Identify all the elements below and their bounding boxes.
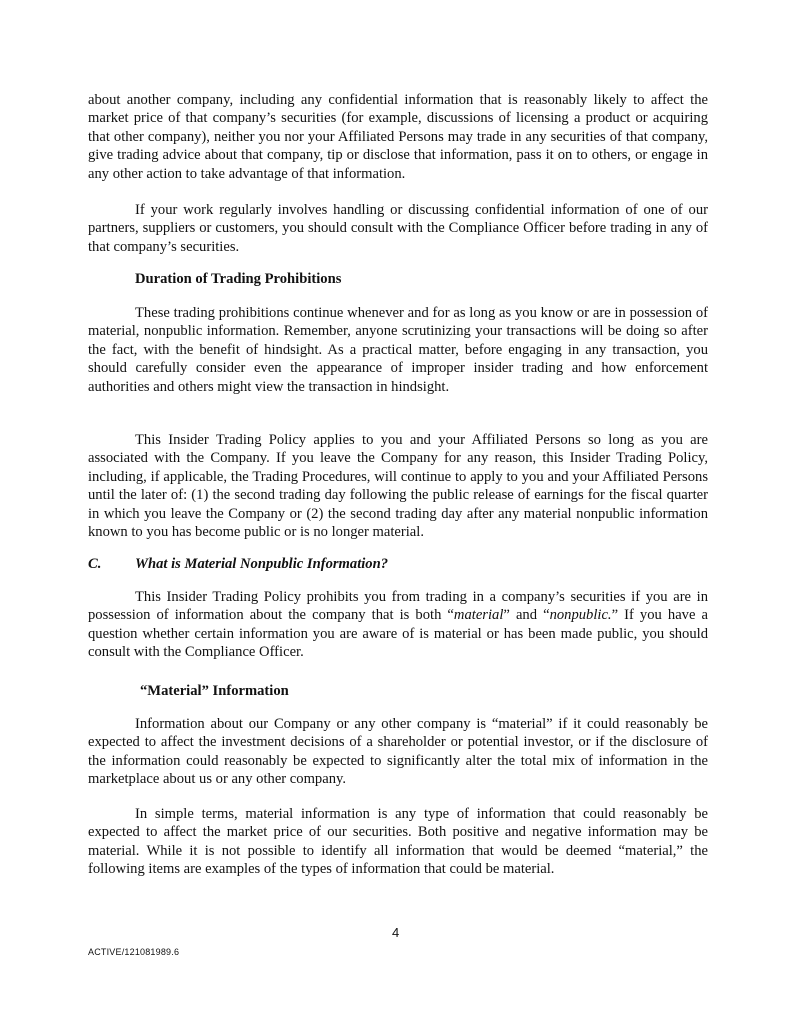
paragraph-trading-prohibitions: These trading prohibitions continue whenever and for as long as you know or are in possession of material, nonpublic information. Remember, anyone scrutinizing your transactions will be doing so after the fact, with the benefit of hindsight. As a practical matter, before engaging in any transaction, you should carefully consider even the appearance of improper insider trading and how enforcement authorities and others might view the transaction in hindsight. [88,305,708,395]
paragraph-material-definition: Information about our Company or any other company is “material” if it could reasonably be expected to affect the investment decisions of a shareholder or potential investor, or if the disclosure of the information could reasonably be expected to significantly alter the total mix of information in the marketplace about us or any other company. [88,716,708,788]
section-letter: C. [88,556,102,572]
term-nonpublic: nonpublic. [549,607,612,624]
paragraph-text-mid: ” and “ [503,607,550,624]
document-id: ACTIVE/121081989.6 [88,947,180,957]
heading-duration-of-trading-prohibitions: Duration of Trading Prohibitions [135,271,342,287]
page-number: 4 [392,925,400,940]
paragraph-confidential-partners: If your work regularly involves handling or discussing confidential information of one of our partners, suppliers or customers, you should consult with the Compliance Officer before trading in any of that company’s securities. [88,202,708,255]
term-material: material [453,607,504,624]
paragraph-policy-prohibits [88,588,708,662]
paragraph-text-before: This Insider Trading Policy prohibits you from trading in a company’s securities if you are in possession of information about the company that is both “ [88,589,708,624]
paragraph-policy-applies: This Insider Trading Policy applies to you and your Affiliated Persons so long as you are associated with the Company. If you leave the Company for any reason, this Insider Trading Policy, including, if applicable, the Trading Procedures, will continue to apply to you and your Affiliated Persons until the later of: (1) the second trading day following the public release of earnings for the fiscal quarter in which you leave the Company or (2) the second trading day after any material nonpublic information known to you has become public or is no longer material. [88,432,708,541]
section-heading-c [88,555,388,573]
paragraph-continued: about another company, including any confidential information that is reasonably likely to affect the market price of that company’s securities (for example, discussions of licensing a product or acquiring that other company), neither you nor your Affiliated Persons may trade in any securities of that company, give trading advice about that company, tip or disclose that information, pass it on to others, or engage in any other action to take advantage of that information. [88,92,708,182]
heading-material-information: “Material” Information [140,683,289,699]
section-title: What is Material Nonpublic Information? [135,556,389,572]
paragraph-simple-terms: In simple terms, material information is any type of information that could reasonably be expected to affect the market price of our securities. Both positive and negative information may be material. While it is not possible to identify all information that would be deemed “material,” the following items are examples of the types of information that could be material. [88,806,708,878]
paragraph-text-after: ” If you have a question whether certain information you are aware of is material or has been made public, you should consult with the Compliance Officer. [88,607,708,661]
